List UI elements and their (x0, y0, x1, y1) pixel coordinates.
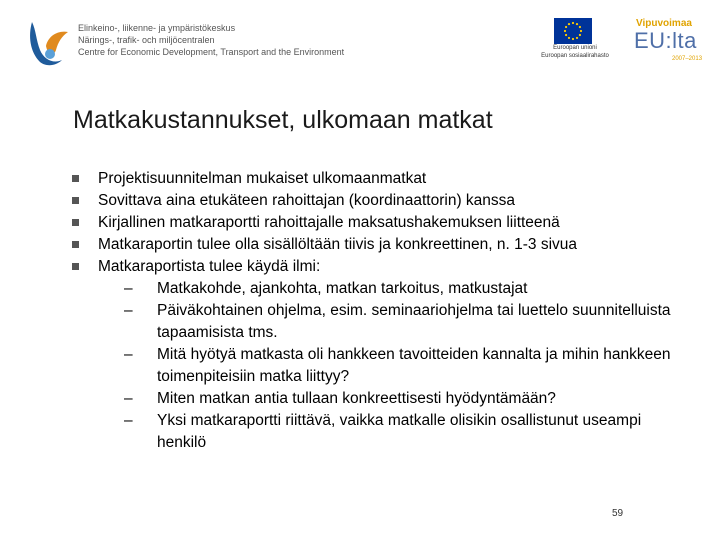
eu-star-icon (568, 37, 570, 39)
dash-marker: – (124, 346, 133, 363)
bullet-text: Kirjallinen matkaraportti rahoittajalle maksatushakemuksen liitteenä (98, 214, 560, 231)
eu-caption-line-2: Euroopan sosiaalirahasto (541, 53, 609, 59)
ely-line-fi: Elinkeino-, liikenne- ja ympäristökeskus (78, 23, 236, 33)
sub-bullet-text: Mitä hyötyä matkasta oli hankkeen tavoitteiden kannalta ja mihin hankkeen toimenpiteisiin matka liittyy? (157, 346, 671, 385)
sub-bullet-item (124, 300, 672, 344)
sub-bullet-item (124, 278, 672, 300)
sub-bullet-text: Päiväkohtainen ohjelma, esim. seminaariohjelma tai luettelo suunnitelluista tapaamisista tms. (157, 302, 671, 341)
slide-title: Matkakustannukset, ulkomaan matkat (73, 106, 493, 134)
sub-bullet-list (98, 278, 672, 454)
bullet-square-icon (72, 263, 79, 270)
eu-star-icon (564, 30, 566, 32)
bullet-item (72, 190, 672, 212)
bullet-square-icon (72, 241, 79, 248)
dash-marker: – (124, 412, 133, 429)
eu-star-icon (576, 23, 578, 25)
sub-bullet-text: Yksi matkaraportti riittävä, vaikka matkalle olisikin osallistunut useampi henkilö (157, 412, 642, 451)
eu-star-icon (568, 23, 570, 25)
eu-star-icon (572, 22, 574, 24)
brand-top-text: Vipuvoimaa (636, 18, 692, 29)
bullet-item (72, 212, 672, 234)
sub-bullet-item (124, 344, 672, 388)
eu-caption (519, 44, 631, 60)
bullet-square-icon (72, 219, 79, 226)
sub-bullet-text: Miten matkan antia tullaan konkreettisesti hyödyntämään? (157, 390, 556, 407)
bullet-item (72, 234, 672, 256)
ely-line-en: Centre for Economic Development, Transport and the Environment (78, 47, 345, 57)
bullet-text: Matkaraportin tulee olla sisällöltään tiivis ja konkreettinen, n. 1-3 sivua (98, 236, 578, 253)
bullet-square-icon (72, 197, 79, 204)
page-number: 59 (612, 508, 624, 519)
vipuvoimaa-eulta-logo (634, 18, 704, 68)
eu-star-icon (579, 34, 581, 36)
bullet-text: Sovittava aina etukäteen rahoittajan (koordinaattorin) kanssa (98, 192, 516, 209)
bullet-text: Projektisuunnitelman mukaiset ulkomaanmatkat (98, 170, 427, 187)
bullet-item (72, 168, 672, 190)
sub-bullet-item (124, 388, 672, 410)
sub-bullet-text: Matkakohde, ajankohta, matkan tarkoitus, matkustajat (157, 280, 528, 297)
ely-org-name (78, 22, 344, 58)
ely-line-sv: Närings-, trafik- och miljöcentralen (78, 35, 215, 45)
brand-years-text: 2007–2013 (672, 56, 703, 62)
eu-star-icon (572, 38, 574, 40)
bullet-text: Matkaraportista tulee käydä ilmi: (98, 258, 321, 275)
eu-star-icon (576, 37, 578, 39)
eu-star-icon (580, 30, 582, 32)
header (0, 0, 720, 80)
bullet-list (72, 168, 672, 454)
dash-marker: – (124, 280, 133, 297)
eu-star-icon (565, 34, 567, 36)
dash-marker: – (124, 302, 133, 319)
bullet-square-icon (72, 175, 79, 182)
brand-mid-text: EU:lta (634, 28, 697, 53)
bullet-item (72, 256, 672, 454)
eu-star-icon (565, 26, 567, 28)
sub-bullet-item (124, 410, 672, 454)
ely-logo-icon (26, 18, 72, 68)
dash-marker: – (124, 390, 133, 407)
eu-flag-icon (554, 18, 592, 44)
eu-star-icon (579, 26, 581, 28)
eu-caption-line-1: Euroopan unioni (553, 45, 597, 51)
